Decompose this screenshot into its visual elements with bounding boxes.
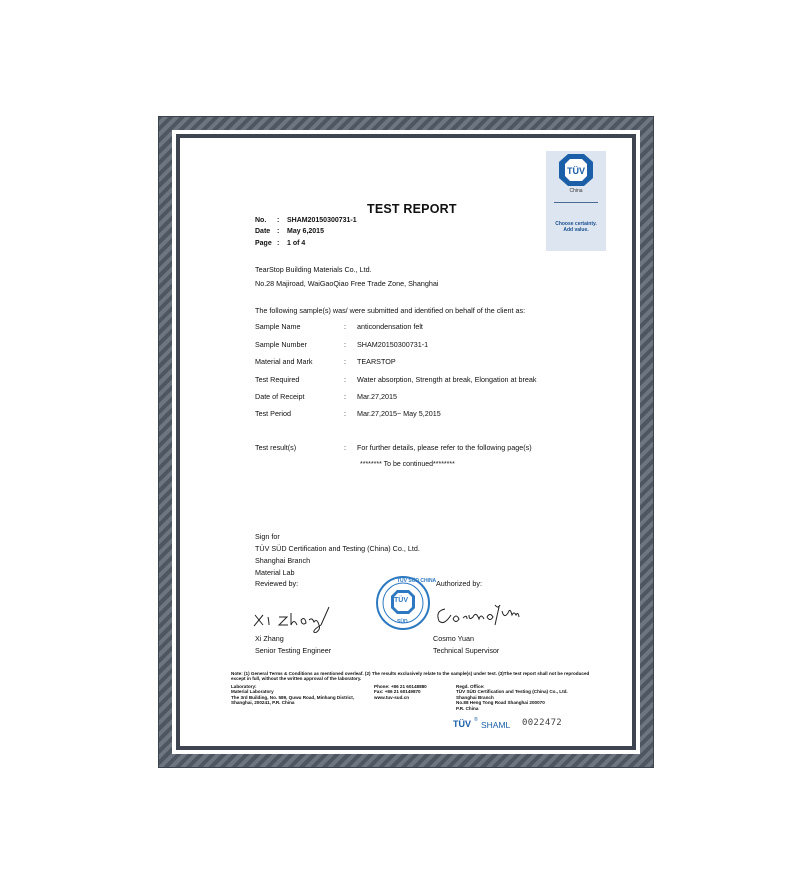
- field-value: Mar.27,2015~ May 5,2015: [357, 409, 441, 418]
- authorizer-title: Technical Supervisor: [433, 646, 500, 655]
- footer-lab-line: Laboratory:: [231, 684, 257, 689]
- field-label: Sample Name: [255, 322, 301, 331]
- footer-office-line: Regd. Office:: [456, 684, 485, 689]
- field-colon: :: [344, 340, 346, 349]
- serial-number: 0022472: [522, 718, 563, 728]
- result-value: For further details, please refer to the following page(s): [357, 443, 532, 452]
- date-label: Date: [255, 228, 271, 235]
- field-value: SHAM20150300731-1: [357, 340, 429, 349]
- field-value: Mar.27,2015: [357, 392, 397, 401]
- footer-lab-line: The 3rd Building, No. 589, Quwu Road, Minhang District,: [231, 694, 355, 700]
- footer-lab-line: Material Laboratory: [231, 689, 274, 695]
- result-colon: :: [344, 443, 346, 452]
- field-colon: :: [344, 322, 346, 331]
- no-colon: :: [277, 217, 280, 224]
- authorizer-signature-icon: [433, 595, 523, 636]
- field-label: Test Required: [255, 375, 300, 384]
- stamp-top-text: TÜV SÜD CHINA: [397, 578, 437, 584]
- intro-text: The following sample(s) was/ were submitted and identified on behalf of the client as:: [255, 306, 526, 315]
- footer-office-block: [456, 684, 568, 711]
- sign-branch: Shanghai Branch: [255, 556, 311, 565]
- no-label: No.: [255, 217, 267, 224]
- authorized-by-label: Authorized by:: [436, 579, 482, 588]
- report-date: May 6,2015: [287, 228, 324, 235]
- registered-mark-icon: ®: [474, 717, 478, 723]
- client-address: No.28 Majiroad, WaiGaoQiao Free Trade Zone, Shanghai: [255, 279, 439, 288]
- logo-country: China: [569, 188, 583, 194]
- reviewer-signature-icon: [249, 603, 339, 638]
- field-colon: :: [344, 409, 346, 418]
- page-label: Page: [255, 240, 272, 247]
- footer-office-line: P.R. China: [456, 705, 479, 711]
- reviewed-by-label: Reviewed by:: [255, 579, 299, 588]
- footer-lab-block: [231, 684, 354, 706]
- tuv-stamp-icon: [375, 575, 431, 636]
- field-label: Sample Number: [255, 340, 307, 349]
- field-value: Water absorption, Strength at break, Elongation at break: [357, 375, 537, 384]
- field-value: anticondensation felt: [357, 322, 423, 331]
- page-colon: :: [277, 240, 280, 247]
- footer-contact-line: Fax: +86 21 60149870: [374, 689, 421, 695]
- svg-text:TÜV: TÜV: [567, 166, 585, 176]
- field-colon: :: [344, 392, 346, 401]
- footer-contact-line: www.tuv-sud.cn: [374, 694, 410, 700]
- reviewer-name: Xi Zhang: [255, 634, 284, 643]
- field-label: Material and Mark: [255, 357, 313, 366]
- logo-tagline-1: Choose certainty.: [555, 221, 597, 227]
- footer-contact-block: [374, 684, 427, 700]
- stamp-bottom-text: SÜD: [397, 619, 408, 625]
- logo-divider: [554, 202, 598, 203]
- sign-for: Sign for: [255, 532, 280, 541]
- field-colon: :: [344, 375, 346, 384]
- authorizer-name: Cosmo Yuan: [433, 634, 475, 643]
- report-title: TEST REPORT: [367, 202, 457, 216]
- footer-office-line: TÜV SÜD Certification and Testing (China) Co., Ltd.: [456, 689, 568, 695]
- footer-contact-line: Phone: +86 21 60148880: [374, 684, 427, 689]
- client-name: TearStop Building Materials Co., Ltd.: [255, 265, 372, 274]
- stamp-center-text: TÜV: [394, 597, 408, 604]
- field-colon: :: [344, 357, 346, 366]
- footer-office-line: No.88 Heng Tong Road Shanghai 200070: [456, 700, 545, 706]
- field-label: Date of Receipt: [255, 392, 305, 401]
- footer-note: Note: (1) General Terms & Conditions as mentioned overleaf. (2) The results exclusively relate to the sample(s) under test. (3)The test report shall not be reproduced except in full, without the written approval of the laboratory.: [231, 671, 590, 682]
- tuv-logo-panel: [546, 151, 606, 251]
- reviewer-title: Senior Testing Engineer: [255, 646, 332, 655]
- footer-lab-line: Shanghai, 200241, P.R. China: [231, 700, 295, 706]
- report-page: [197, 151, 617, 743]
- result-label: Test result(s): [255, 443, 297, 452]
- report-number: SHAM20150300731-1: [287, 217, 357, 224]
- sign-company: TÜV SÜD Certification and Testing (China) Co., Ltd.: [255, 544, 420, 553]
- footer-office-line: Shanghai Branch: [456, 694, 494, 700]
- field-value: TEARSTOP: [357, 357, 396, 366]
- footer-brand-code: SHAML: [481, 720, 511, 730]
- page-number: 1 of 4: [287, 240, 306, 247]
- footer-brand: TÜV: [453, 719, 471, 729]
- sign-lab: Material Lab: [255, 568, 295, 577]
- continued-marker: ******** To be continued********: [360, 461, 455, 468]
- logo-tagline: [546, 221, 606, 233]
- tuv-octagon-logo-icon: [556, 153, 596, 187]
- field-label: Test Period: [255, 409, 291, 418]
- date-colon: :: [277, 228, 280, 235]
- logo-tagline-2: Add value.: [563, 227, 589, 233]
